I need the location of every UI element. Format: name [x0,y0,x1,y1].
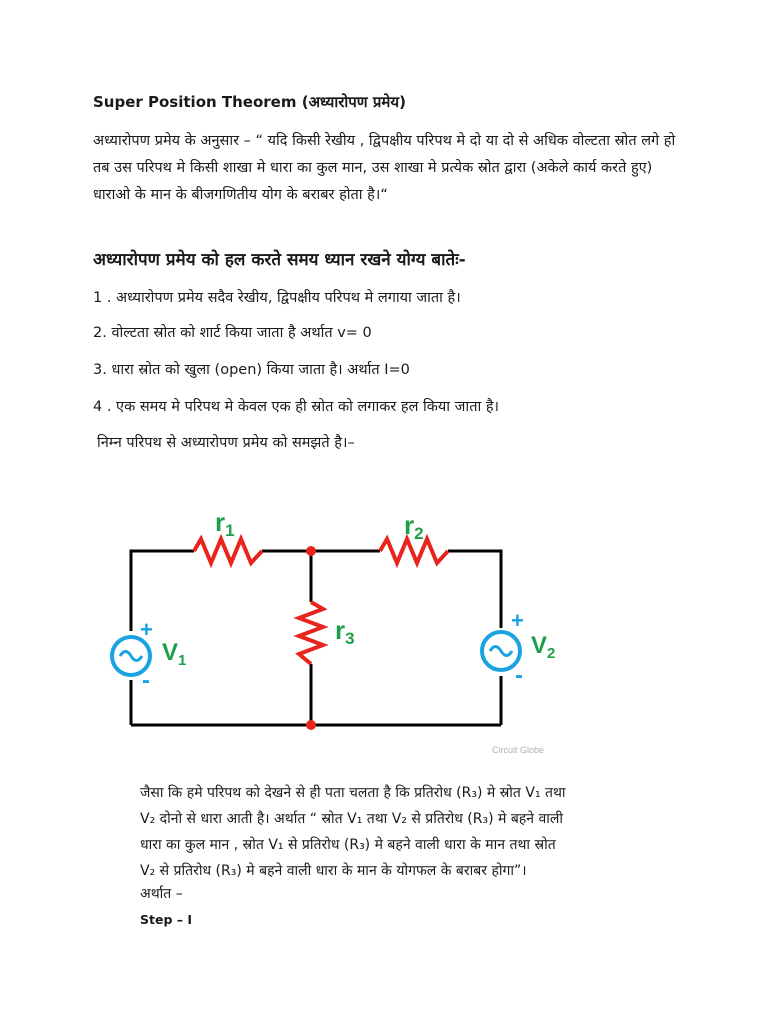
rule-item: 3. धारा स्रोत को खुला (open) किया जाता है। अर्थात I=0 [93,362,410,378]
explanation-paragraph [140,780,680,884]
explanation-line: V₂ दोनो से धारा आती है। अर्थात “ स्रोत V₁ तथा V₂ से प्रतिरोध (R₃) मे बहने वाली [140,811,564,827]
label-r3: r3 [335,615,355,648]
node-top [306,546,316,556]
v1-plus-sign: + [140,617,153,642]
resistor-r3 [299,602,323,664]
circuit-wires [131,551,501,725]
explanation-line: जैसा कि हमे परिपथ को देखने से ही पता चलता है कि प्रतिरोध (R₃) मे स्रोत V₁ तथा [140,785,566,801]
rule-item: 2. वोल्टता स्रोत को शार्ट किया जाता है अर्थात v= 0 [93,325,372,341]
rule-item: 1 . अध्यारोपण प्रमेय सदैव रेखीय, द्विपक्षीय परिपथ मे लगाया जाता है। [93,290,461,306]
theorem-statement: अध्यारोपण प्रमेय के अनुसार – “ यदि किसी रेखीय , द्विपक्षीय परिपथ मे दो या दो से अधिक वोल्टता स्रोत लगे हो तब उस परिपथ मे किसी शाखा मे धारा का कुल मान, उस शाखा मे प्रत्येक स्रोत द्वारा (अकेले कार्य करते हुए) धाराओ के मान के बीजगणितीय योग के बराबर होता है।“ [93,133,676,203]
explanation-line: धारा का कुल मान , स्रोत V₁ से प्रतिरोध (R₃) मे बहने वाली धारा के मान तथा स्रोत [140,837,556,853]
step-label: Step – I [140,912,193,927]
rule-item: 4 . एक समय मे परिपथ मे केवल एक ही स्रोत को लगाकर हल किया जाता है। [93,399,500,415]
resistor-r1 [194,539,262,563]
that-is-label: अर्थात – [140,886,183,902]
v2-plus-sign: + [511,608,524,633]
explanation-line: V₂ से प्रतिरोध (R₃) मे बहने वाली धारा के मान के योगफल के बराबर होगा”। [140,863,527,879]
diagram-intro: निम्न परिपथ से अध्यारोपण प्रमेय को समझते है।– [97,435,355,451]
v2-minus-sign: - [515,662,523,689]
label-v2: $V_2$ [531,632,556,662]
section-heading: अध्यारोपण प्रमेय को हल करते समय ध्यान रखने योग्य बातेः- [93,250,466,270]
label-v1: $V_1$ [162,639,187,669]
credit-watermark: Circuit Globe [492,745,545,755]
label-r1: r1 [215,507,235,540]
node-bottom [306,720,316,730]
v1-minus-sign: - [142,667,150,694]
label-r2: r2 [404,510,424,543]
page-title: Super Position Theorem (अध्यारोपण प्रमेय) [93,93,406,111]
circuit-diagram [100,495,570,765]
